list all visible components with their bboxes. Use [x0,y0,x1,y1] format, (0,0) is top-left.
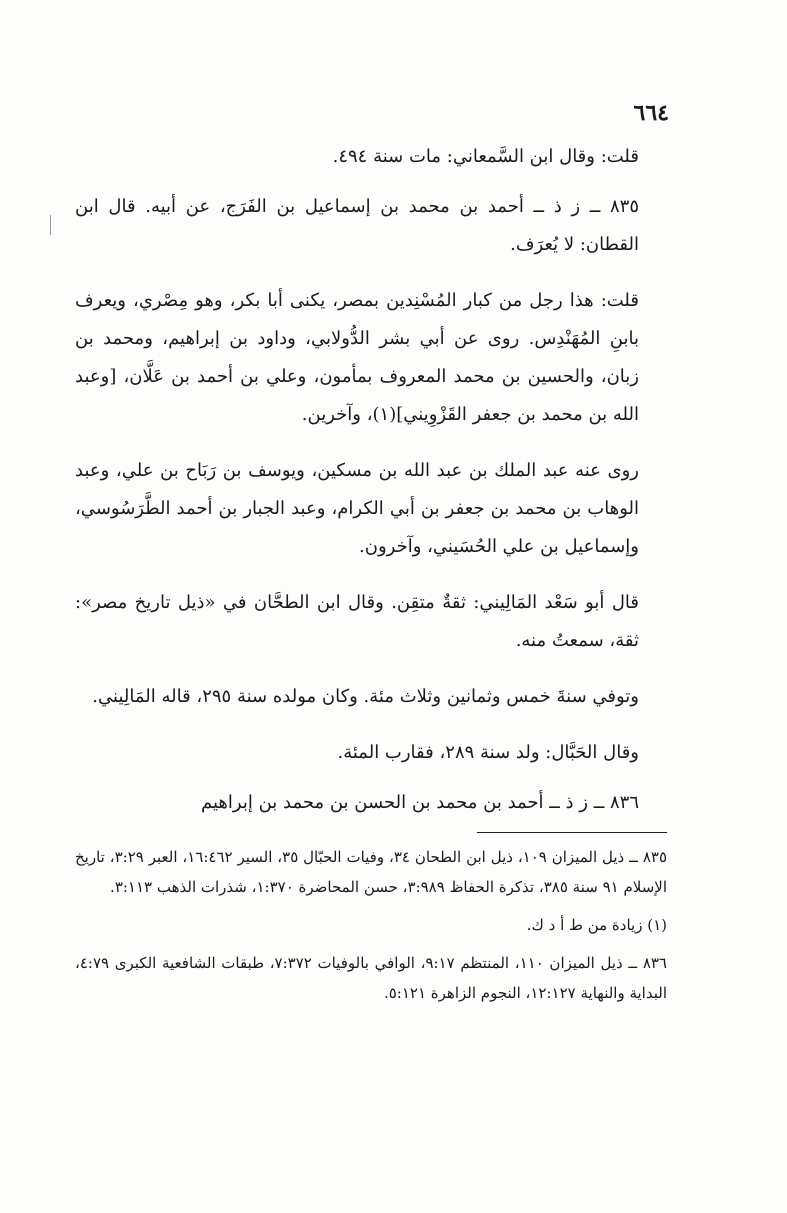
footnote-836: ٨٣٦ ــ ذيل الميزان ١١٠، المنتظم ٩:١٧، الوافي بالوفيات ٧:٣٧٢، طبقات الشافعية الكبرى ٤:٧٩، البداية والنهاية ١٢:١٢٧، النجوم الزاهرة ٥:١٢١. [75,954,667,1002]
page-number: ٦٦٤ [633,100,669,126]
entry-836-heading: ٨٣٦ ــ ز ذ ــ أحمد بن محمد بن الحسن بن محمد بن إبراهيم [201,792,639,813]
paragraph-7: وقال الحَبَّال: ولد سنة ٢٨٩، فقارب المئة. [337,742,639,763]
margin-mark [50,215,51,235]
footnote-1: (١) زيادة من ط أ د ك. [526,916,667,934]
footnotes [75,842,667,1016]
paragraph-6: وتوفي سنةَ خمس وثمانين وثلاث مئة. وكان مولده سنة ٢٩٥، قاله المَالِيني. [92,686,639,707]
paragraph-4: روى عنه عبد الملك بن عبد الله بن مسكين، ويوسف بن رَبَاح بن علي، وعبد الوهاب بن محمد بن جعفر بن أبي الكرام، وعبد الجبار بن أحمد الطَّرَسُوسي، وإسماعيل بن علي الحُسَيني، وآخرون. [75,460,639,557]
entry-835-heading: ٨٣٥ ــ ز ذ ــ أحمد بن محمد بن إسماعيل بن الفَرَج، عن أبيه. قال ابن القطان: لا يُعرَف. [75,196,639,255]
paragraph-5: قال أبو سَعْد المَالِيني: ثقةٌ متقِن. وقال ابن الطحَّان في «ذيل تاريخ مصر»: ثقة، سمعتُ منه. [75,592,639,651]
paragraph-1: قلت: وقال ابن السَّمعاني: مات سنة ٤٩٤. [332,146,639,167]
footnote-835: ٨٣٥ ــ ذيل الميزان ١٠٩، ذيل ابن الطحان ٣٤، وفيات الحبّال ٣٥، السير ١٦:٤٦٢، العبر ٣:٢٩، تاريخ الإسلام ٩١ سنة ٣٨٥، تذكرة الحفاظ ٣:٩٨٩، حسن المحاضرة ١:٣٧٠، شذرات الذهب ٣:١١٣. [75,848,667,896]
paragraph-3: قلت: هذا رجل من كبار المُسْنِدين بمصر، يكنى أبا بكر، وهو مِصْري، ويعرف بابنِ المُهَنْدِس. روى عن أبي بشر الدُّولابي، وداود بن إبراهيم، ومحمد بن زبان، والحسين بن محمد المعروف بمأمون، وعلي بن أحمد بن عَلَّان، [وعبد الله بن محمد بن جعفر القَزْوِيني](١)، وآخرين. [75,290,639,425]
footnote-separator [477,832,667,833]
main-text [75,138,667,840]
